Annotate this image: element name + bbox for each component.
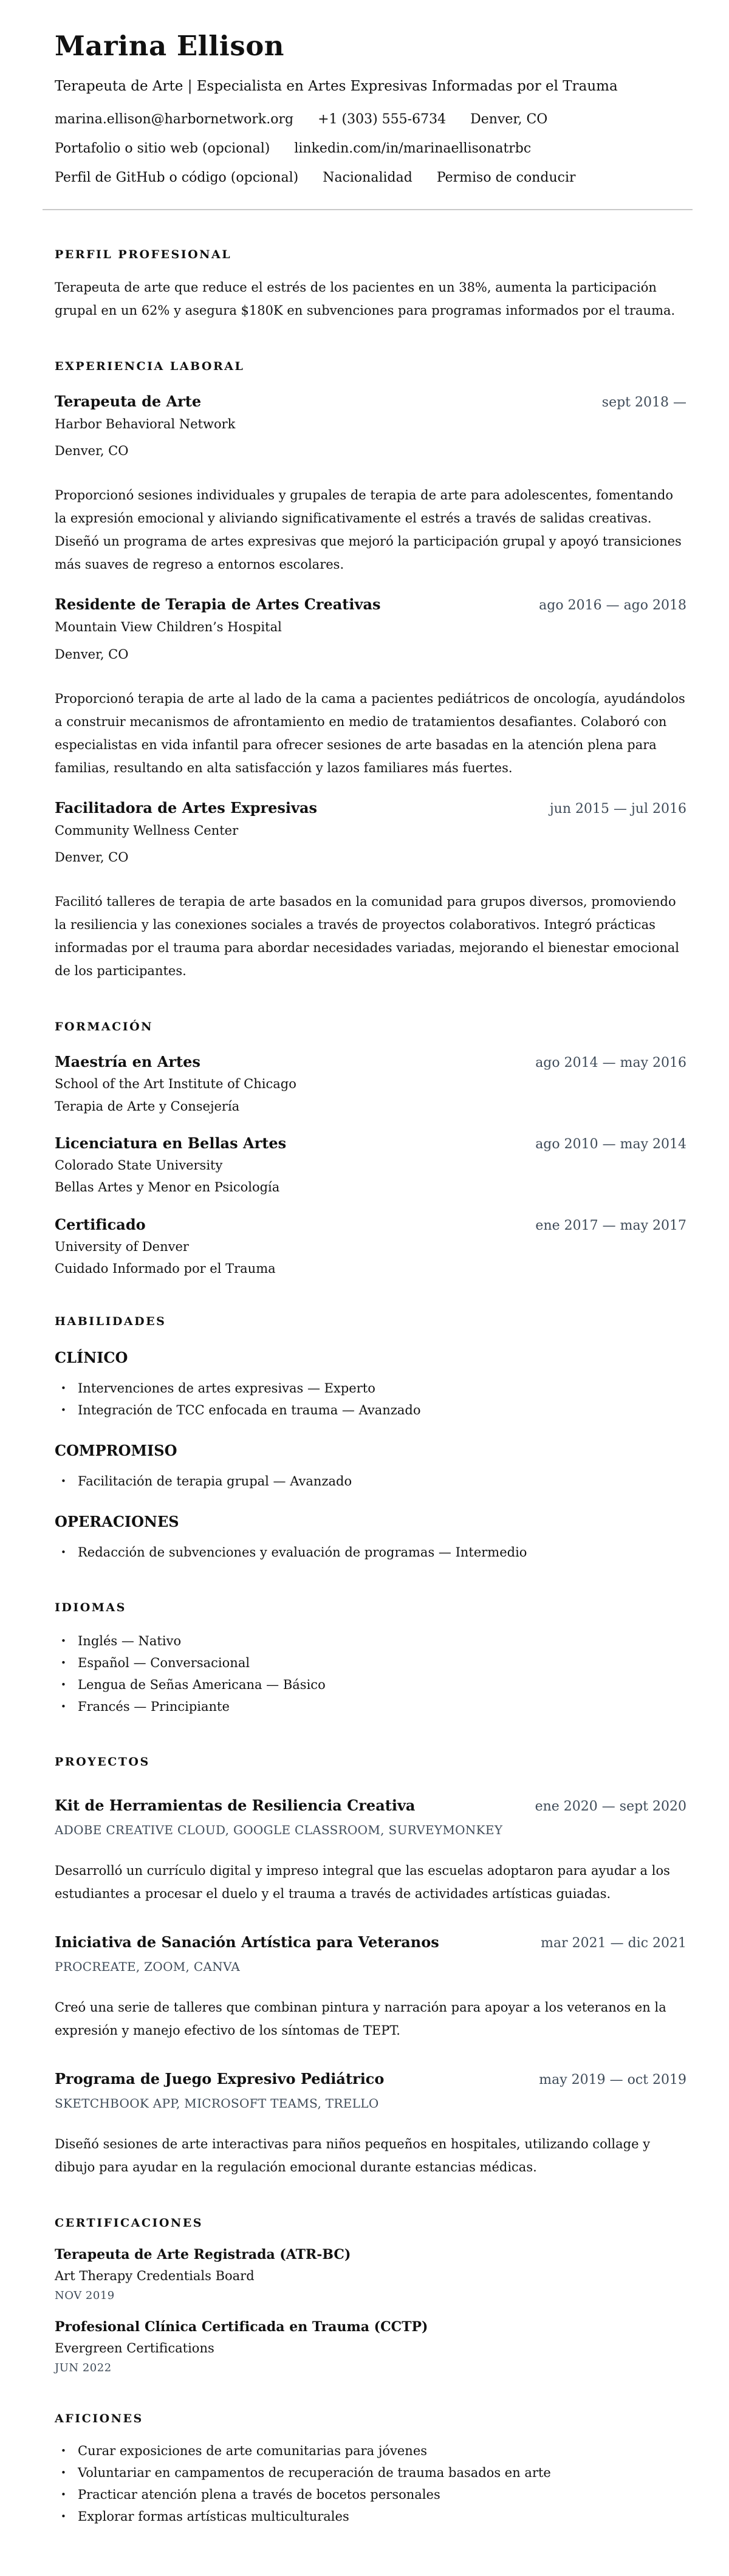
language-item: • Lengua de Señas Americana — Básico [55,1674,686,1696]
project-description: Diseñó sesiones de arte interactivas para niños pequeños en hospitales, utilizando collage y dibujo para ayudar en la regulación emocional durante estancias médicas. [55,2137,651,2175]
experience-entry [55,799,686,983]
experience-entry [55,392,686,577]
project-dates: may 2019 — oct 2019 [539,2072,686,2088]
skill-group-operaciones [55,1513,686,1563]
section-heading-idiomas: IDIOMAS [55,1601,126,1615]
project-entry [55,2070,686,2179]
project-entry [55,1933,686,2042]
section-heading-habilidades: HABILIDADES [55,1315,166,1329]
skill-group-title: CLÍNICO [55,1349,128,1367]
education-section [55,1020,686,1277]
section-heading-perfil-profesional: PERFIL PROFESIONAL [55,247,232,261]
contact-phone: +1 (303) 555-6734 [318,111,447,127]
job-dates: jun 2015 — jul 2016 [549,801,686,817]
job-company: Community Wellness Center [55,823,239,838]
job-location: Denver, CO [55,443,129,458]
project-tools: PROCREATE, ZOOM, CANVA [55,1959,241,1975]
job-dates: sept 2018 — [601,394,686,410]
project-description: Desarrolló un currículo digital y impreso integral que las escuelas adoptaron para ayudar a los estudiantes a procesar el duelo y el trauma a través de actividades artísticas guiadas. [55,1863,670,1902]
school-name: School of the Art Institute of Chicago [55,1077,296,1092]
education-entry [55,1216,686,1278]
project-description: Creó una serie de talleres que combinan pintura y narración para apoyar a los veteranos en la expresión y manejo efectivo de los síntomas de TEPT. [55,2000,666,2038]
project-dates: ene 2020 — sept 2020 [535,1799,686,1815]
skill-group-title: COMPROMISO [55,1442,177,1460]
hobby-item: • Explorar formas artísticas multiculturales [55,2506,686,2527]
skills-section [55,1315,686,1563]
section-heading-certificaciones: CERTIFICACIONES [55,2216,203,2230]
job-company: Mountain View Children’s Hospital [55,620,282,635]
experience-entry [55,595,686,779]
job-description: Proporcionó sesiones individuales y grupales de terapia de arte para adolescentes, fomentando la expresión emocional y aliviando significativamente el estrés a través de salidas creativas. Diseñó un programa de artes expresivas que mejoró la participación grupal y apoyó transiciones más suaves de regreso a entornos escolares. [55,488,682,572]
certification-issuer: Evergreen Certifications [55,2341,214,2356]
entry-head [55,1053,686,1070]
section-heading-formacion: FORMACIÓN [55,1020,154,1034]
project-tools: SKETCHBOOK APP, MICROSOFT TEAMS, TRELLO [55,2096,379,2111]
entry-head [55,799,686,817]
skill-item: • Integración de TCC enfocada en trauma — Avanzado [55,1399,686,1421]
certification-title: Profesional Clínica Certificada en Trauma (CCTP) [55,2319,428,2335]
language-list [55,1630,686,1718]
certification-title: Terapeuta de Arte Registrada (ATR-BC) [55,2247,351,2263]
entry-head [55,595,686,613]
certification-entry [55,2319,686,2374]
project-dates: mar 2021 — dic 2021 [541,1936,686,1951]
project-title: Programa de Juego Expresivo Pediátrico [55,2070,385,2088]
entry-head [55,1933,686,1951]
job-company: Harbor Behavioral Network [55,416,236,431]
entry-head [55,2070,686,2088]
job-description: Proporcionó terapia de arte al lado de la cama a pacientes pediátricos de oncología, ayudándolos a construir mecanismos de afrontamiento en medio de tratamientos desafiantes. Colaboró con especialistas en vida infantil para ofrecer sesiones de arte basadas en la atención plena para familias, resultando en alta satisfacción y lazos familiares más fuertes. [55,691,685,775]
degree-field: Terapia de Arte y Consejería [55,1098,240,1114]
section-heading-aficiones: AFICIONES [55,2412,143,2426]
contact-email: marina.ellison@harbornetwork.org [55,111,294,127]
skill-list [55,1377,686,1421]
education-entry [55,1053,686,1115]
contact-row-3 [55,170,686,186]
certification-entry [55,2247,686,2302]
contact-row-2 [55,141,686,157]
resume-header [55,30,686,210]
header-divider [43,209,693,210]
entry-head [55,1797,686,1814]
projects-section [55,1755,686,2179]
skill-group-compromiso [55,1442,686,1492]
hobbies-section [55,2412,686,2527]
skill-item: • Redacción de subvenciones y evaluación de programas — Intermedio [55,1541,686,1563]
contact-driving-permit-label: Permiso de conducir [436,170,576,185]
hobby-item: • Curar exposiciones de arte comunitarias para jóvenes [55,2440,686,2462]
degree-title: Certificado [55,1215,146,1233]
job-title: Terapeuta de Arte [55,392,202,410]
language-item: • Francés — Principiante [55,1696,686,1718]
project-title: Kit de Herramientas de Resiliencia Creativa [55,1797,416,1815]
contact-portfolio-label: Portafolio o sitio web (opcional) [55,140,270,156]
language-item: • Español — Conversacional [55,1652,686,1674]
school-name: University of Denver [55,1239,189,1254]
skill-group-title: OPERACIONES [55,1513,179,1531]
skill-list [55,1470,686,1492]
profile-section [55,248,686,322]
languages-section [55,1601,686,1718]
hobby-item: • Voluntariar en campamentos de recuperación de trauma basados en arte [55,2462,686,2484]
job-description: Facilitó talleres de terapia de arte basados en la comunidad para grupos diversos, promoviendo la resiliencia y las conexiones sociales a través de proyectos colaborativos. Integró prácticas informadas por el trauma para abordar necesidades variadas, mejorando el bienestar emocional de los participantes. [55,894,679,979]
contact-linkedin: linkedin.com/in/marinaellisonatrbc [294,140,532,156]
degree-dates: ago 2010 — may 2014 [535,1137,686,1153]
section-heading-experiencia-laboral: EXPERIENCIA LABORAL [55,359,245,373]
contact-info [55,112,686,186]
entry-head [55,1216,686,1233]
job-location: Denver, CO [55,850,129,865]
language-item: • Inglés — Nativo [55,1630,686,1652]
skill-item: • Intervenciones de artes expresivas — Experto [55,1377,686,1399]
contact-location: Denver, CO [470,111,548,127]
skill-group-clinico [55,1349,686,1421]
section-heading-proyectos: PROYECTOS [55,1755,150,1769]
certification-date: JUN 2022 [55,2362,112,2375]
job-title: Facilitadora de Artes Expresivas [55,798,318,817]
certification-issuer: Art Therapy Credentials Board [55,2269,255,2284]
degree-title: Maestría en Artes [55,1053,200,1071]
hobby-item: • Practicar atención plena a través de bocetos personales [55,2484,686,2506]
contact-row-1 [55,112,686,128]
project-tools: ADOBE CREATIVE CLOUD, GOOGLE CLASSROOM, SURVEYMONKEY [55,1823,503,1838]
project-entry [55,1797,686,1905]
degree-title: Licenciatura en Bellas Artes [55,1134,287,1153]
project-title: Iniciativa de Sanación Artística para Veteranos [55,1933,439,1951]
degree-field: Cuidado Informado por el Trauma [55,1261,276,1276]
contact-github-label: Perfil de GitHub o código (opcional) [55,170,299,185]
degree-dates: ago 2014 — may 2016 [535,1055,686,1071]
skill-item: • Facilitación de terapia grupal — Avanzado [55,1470,686,1492]
profile-summary: Terapeuta de arte que reduce el estrés de los pacientes en un 38%, aumenta la participación grupal en un 62% y asegura $180K en subvenciones para programas informados por el trauma. [55,279,676,318]
degree-field: Bellas Artes y Menor en Psicología [55,1180,280,1195]
job-location: Denver, CO [55,646,129,662]
education-entry [55,1134,686,1196]
entry-head [55,392,686,410]
candidate-headline: Terapeuta de Arte | Especialista en Artes Expresivas Informadas por el Trauma [55,78,618,94]
certifications-section [55,2216,686,2374]
hobby-list [55,2440,686,2527]
job-dates: ago 2016 — ago 2018 [539,598,686,614]
candidate-name: Marina Ellison [55,30,284,62]
degree-dates: ene 2017 — may 2017 [535,1218,686,1233]
experience-section [55,360,686,983]
certification-date: NOV 2019 [55,2289,115,2303]
entry-head [55,1134,686,1152]
school-name: Colorado State University [55,1158,223,1173]
skill-list [55,1541,686,1563]
contact-nationality-label: Nacionalidad [323,170,412,185]
job-title: Residente de Terapia de Artes Creativas [55,595,381,614]
